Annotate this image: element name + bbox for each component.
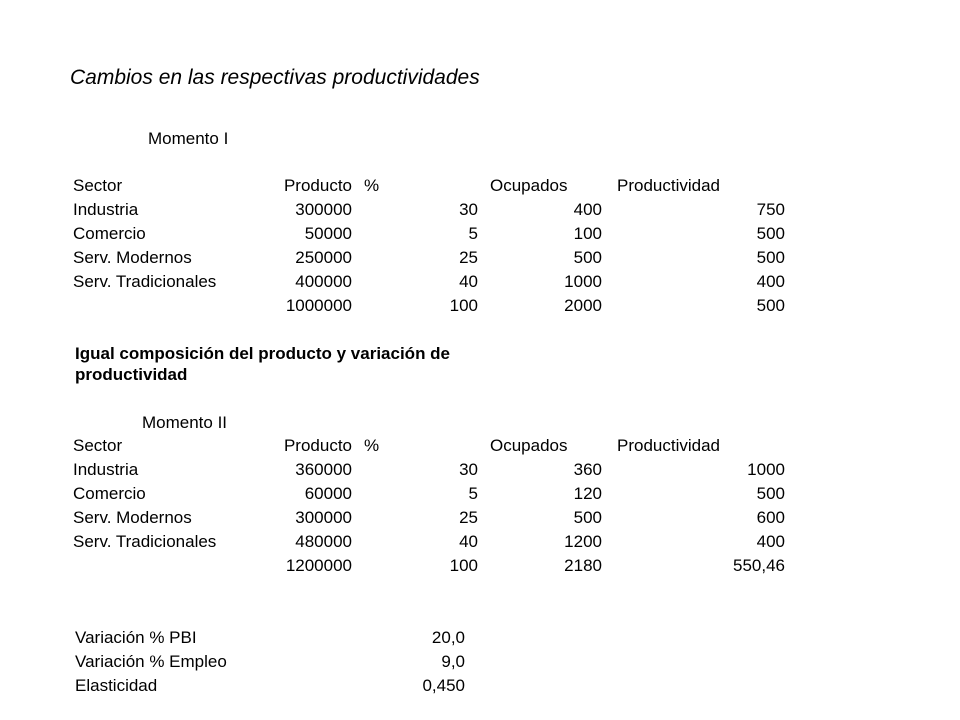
cell-ocupados: 1000 [564, 272, 602, 291]
cell-sector: Industria [73, 460, 139, 479]
header-producto: Producto [283, 436, 352, 455]
summary-value-elasticidad: 0,450 [422, 676, 465, 695]
header-sector: Sector [73, 436, 123, 455]
cell-ocupados: 2000 [564, 296, 602, 315]
cell-productividad: 500 [756, 248, 785, 267]
cell-sector: Serv. Tradicionales [73, 532, 217, 551]
header-ocupados: Ocupados [490, 436, 568, 455]
momento-2-label: Momento II [142, 413, 228, 432]
cell-productividad: 400 [756, 272, 785, 291]
summary-table [75, 626, 465, 698]
cell-producto: 60000 [304, 484, 352, 503]
cell-productividad: 400 [756, 532, 785, 551]
table-header-row [73, 174, 785, 198]
cell-sector [73, 294, 250, 318]
summary-row [75, 674, 465, 698]
slide-title: Cambios en las respectivas productividades [70, 66, 480, 89]
cell-sector: Comercio [73, 484, 146, 503]
cell-percent: 40 [459, 532, 478, 551]
cell-sector [73, 554, 250, 578]
cell-producto: 1000000 [285, 296, 352, 315]
cell-sector: Serv. Modernos [73, 248, 192, 267]
cell-producto: 250000 [295, 248, 352, 267]
section-heading: Igual composición del producto y variación de productividad [75, 344, 451, 384]
table-row [73, 246, 785, 270]
summary-label-pbi: Variación % PBI [75, 628, 197, 647]
cell-percent: 40 [459, 272, 478, 291]
summary-value-empleo: 9,0 [441, 652, 465, 671]
summary-label-elasticidad: Elasticidad [75, 676, 158, 695]
table-row [73, 458, 785, 482]
summary-label-empleo: Variación % Empleo [75, 652, 227, 671]
cell-sector: Comercio [73, 224, 146, 243]
header-producto: Producto [283, 176, 352, 195]
cell-producto: 50000 [304, 224, 352, 243]
cell-ocupados: 2180 [564, 556, 602, 575]
cell-ocupados: 100 [573, 224, 602, 243]
momento-2-table [73, 434, 785, 578]
table-total-row [73, 554, 785, 578]
summary-row [75, 650, 465, 674]
table-row [73, 506, 785, 530]
cell-productividad: 500 [756, 296, 785, 315]
cell-productividad: 750 [756, 200, 785, 219]
table-row [73, 198, 785, 222]
cell-productividad: 600 [756, 508, 785, 527]
cell-sector: Serv. Modernos [73, 508, 192, 527]
cell-productividad: 500 [756, 484, 785, 503]
cell-producto: 360000 [295, 460, 352, 479]
header-productividad: Productividad [617, 176, 721, 195]
header-productividad: Productividad [617, 436, 721, 455]
table-row [73, 530, 785, 554]
cell-ocupados: 120 [573, 484, 602, 503]
cell-percent: 25 [459, 248, 478, 267]
cell-producto: 400000 [295, 272, 352, 291]
cell-percent: 5 [468, 484, 478, 503]
cell-percent: 100 [449, 556, 478, 575]
cell-producto: 300000 [295, 508, 352, 527]
header-ocupados: Ocupados [490, 176, 568, 195]
cell-ocupados: 1200 [564, 532, 602, 551]
header-sector: Sector [73, 176, 123, 195]
table-header-row [73, 434, 785, 458]
cell-ocupados: 500 [573, 508, 602, 527]
cell-productividad: 1000 [747, 460, 785, 479]
cell-productividad: 500 [756, 224, 785, 243]
cell-percent: 100 [449, 296, 478, 315]
table-row [73, 270, 785, 294]
cell-sector: Industria [73, 200, 139, 219]
summary-row [75, 626, 465, 650]
cell-producto: 300000 [295, 200, 352, 219]
table-row [73, 222, 785, 246]
cell-productividad: 550,46 [733, 556, 785, 575]
table-row [73, 482, 785, 506]
cell-percent: 25 [459, 508, 478, 527]
momento-1-table [73, 174, 785, 318]
cell-producto: 480000 [295, 532, 352, 551]
header-percent: % [364, 176, 380, 195]
cell-ocupados: 500 [573, 248, 602, 267]
cell-ocupados: 360 [573, 460, 602, 479]
cell-producto: 1200000 [285, 556, 352, 575]
cell-percent: 30 [459, 200, 478, 219]
momento-1-label: Momento I [148, 129, 229, 148]
table-total-row [73, 294, 785, 318]
header-percent: % [364, 436, 380, 455]
summary-value-pbi: 20,0 [431, 628, 465, 647]
cell-percent: 30 [459, 460, 478, 479]
cell-sector: Serv. Tradicionales [73, 272, 217, 291]
cell-percent: 5 [468, 224, 478, 243]
cell-ocupados: 400 [573, 200, 602, 219]
